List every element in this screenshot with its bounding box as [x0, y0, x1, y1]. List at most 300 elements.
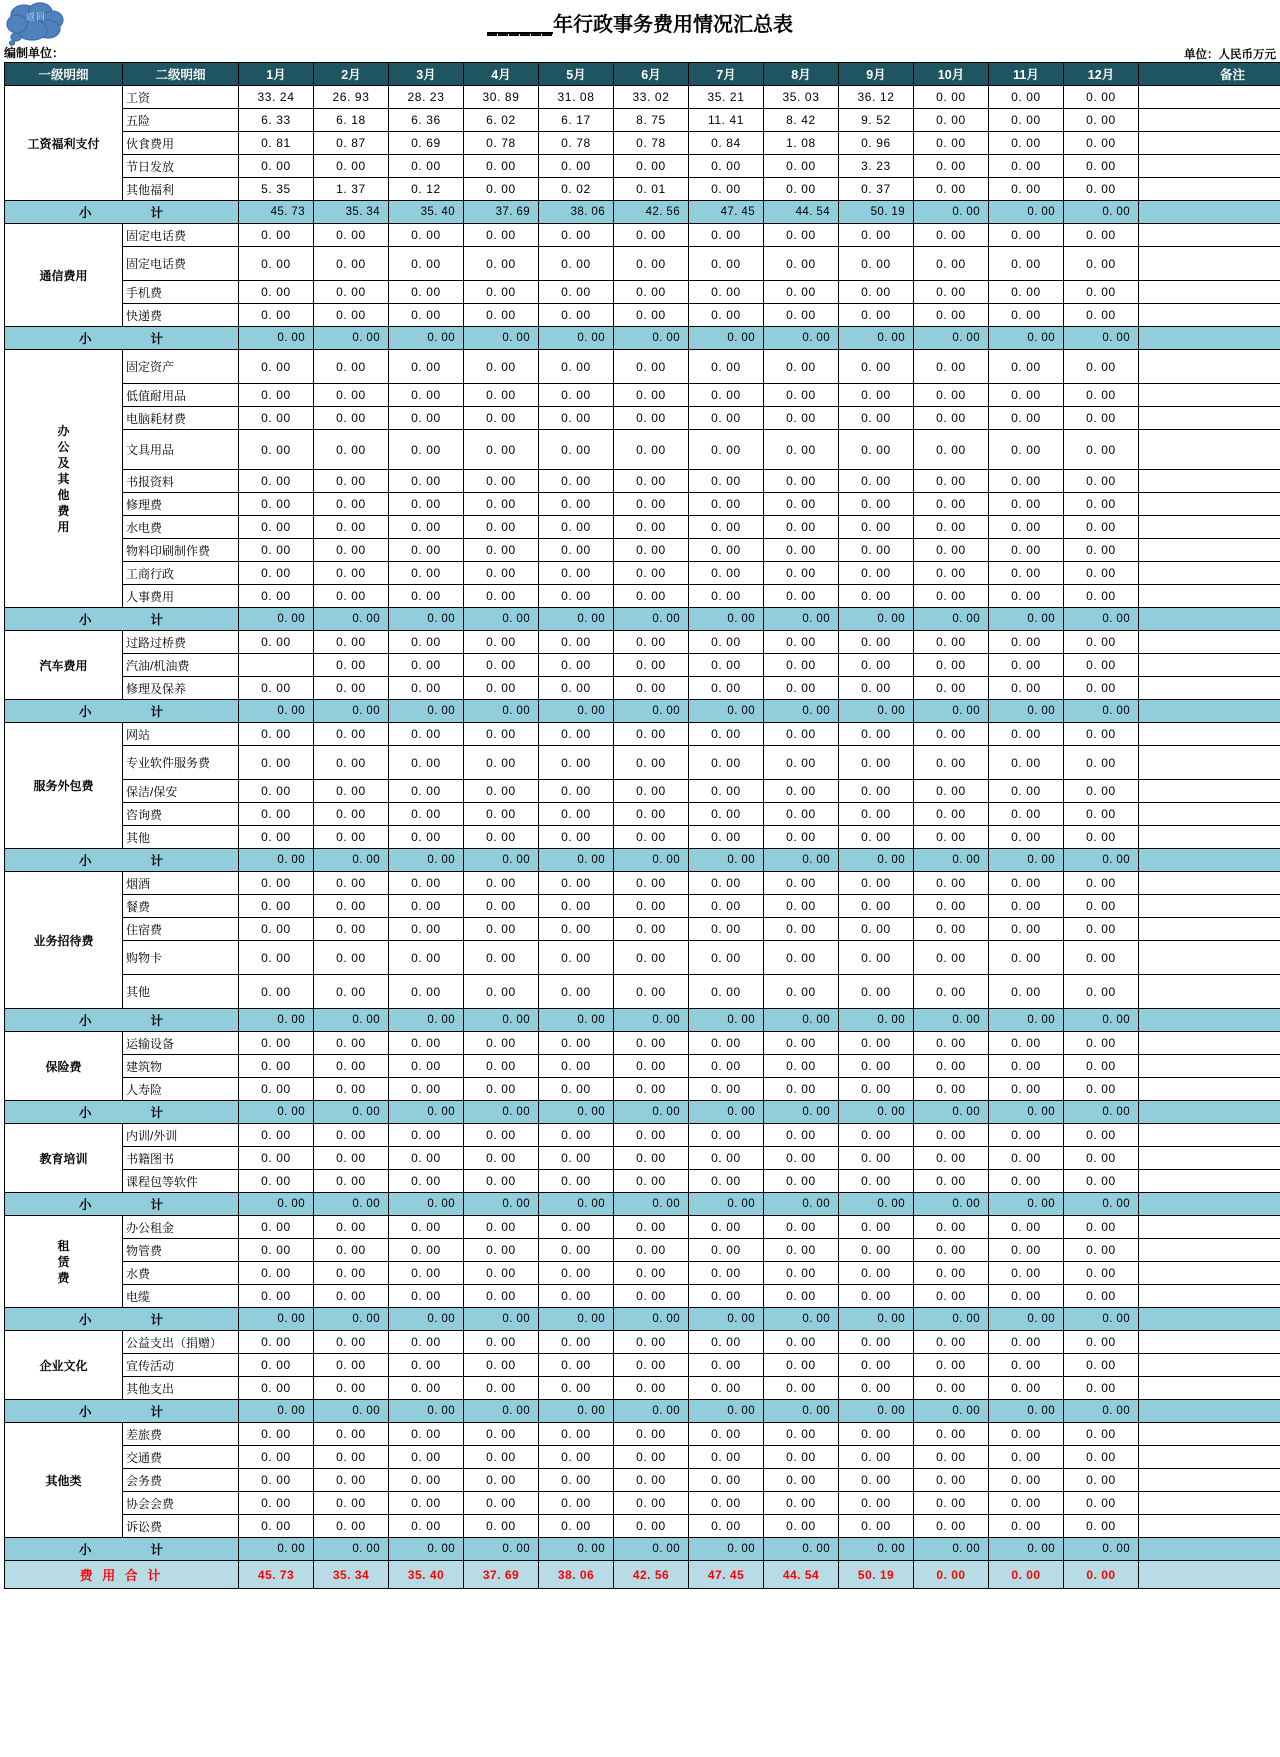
month-value-cell[interactable]: 0. 00	[314, 1239, 389, 1262]
month-value-cell[interactable]: 0. 00	[464, 155, 539, 178]
month-value-cell[interactable]: 0. 00	[914, 1492, 989, 1515]
month-value-cell[interactable]: 0. 78	[464, 132, 539, 155]
month-value-cell[interactable]: 0. 00	[614, 516, 689, 539]
month-value-cell[interactable]: 0. 00	[989, 826, 1064, 849]
month-value-cell[interactable]: 0. 00	[314, 1055, 389, 1078]
month-value-cell[interactable]: 0. 00	[239, 493, 314, 516]
month-value-cell[interactable]: 0. 00	[239, 430, 314, 470]
month-value-cell[interactable]: 0. 00	[1064, 562, 1139, 585]
month-value-cell[interactable]: 0. 00	[239, 1147, 314, 1170]
month-value-cell[interactable]: 0. 00	[689, 941, 764, 975]
month-value-cell[interactable]: 0. 00	[989, 803, 1064, 826]
month-value-cell[interactable]: 0. 00	[689, 1239, 764, 1262]
month-value-cell[interactable]: 0. 00	[689, 539, 764, 562]
month-value-cell[interactable]: 0. 00	[239, 975, 314, 1009]
category-level2-cell[interactable]: 人事费用	[123, 585, 239, 608]
month-value-cell[interactable]: 0. 00	[464, 1216, 539, 1239]
month-value-cell[interactable]: 0. 00	[1064, 1124, 1139, 1147]
category-level2-cell[interactable]: 电缆	[123, 1285, 239, 1308]
month-value-cell[interactable]: 0. 00	[689, 585, 764, 608]
month-value-cell[interactable]: 0. 96	[839, 132, 914, 155]
month-value-cell[interactable]: 0. 00	[764, 1216, 839, 1239]
month-value-cell[interactable]: 0. 00	[764, 1170, 839, 1193]
note-cell[interactable]	[1139, 1446, 1280, 1469]
month-value-cell[interactable]: 0. 00	[989, 1239, 1064, 1262]
month-value-cell[interactable]: 0. 00	[464, 941, 539, 975]
month-value-cell[interactable]: 0. 00	[689, 872, 764, 895]
category-level2-cell[interactable]: 会务费	[123, 1469, 239, 1492]
month-value-cell[interactable]: 0. 00	[689, 803, 764, 826]
note-cell[interactable]	[1139, 1331, 1280, 1354]
month-value-cell[interactable]: 0. 69	[389, 132, 464, 155]
month-value-cell[interactable]: 0. 00	[464, 1446, 539, 1469]
month-value-cell[interactable]: 0. 00	[389, 975, 464, 1009]
month-value-cell[interactable]: 0. 00	[839, 1147, 914, 1170]
month-value-cell[interactable]: 0. 00	[464, 493, 539, 516]
note-cell[interactable]	[1139, 1423, 1280, 1446]
note-cell[interactable]	[1139, 1032, 1280, 1055]
month-value-cell[interactable]: 0. 00	[689, 746, 764, 780]
note-cell[interactable]	[1139, 918, 1280, 941]
month-value-cell[interactable]: 0. 00	[239, 1331, 314, 1354]
month-value-cell[interactable]: 0. 00	[389, 677, 464, 700]
month-value-cell[interactable]: 0. 00	[389, 1469, 464, 1492]
month-value-cell[interactable]: 0. 00	[764, 178, 839, 201]
month-value-cell[interactable]: 0. 00	[989, 975, 1064, 1009]
note-cell[interactable]	[1139, 975, 1280, 1009]
month-value-cell[interactable]: 0. 00	[989, 941, 1064, 975]
month-value-cell[interactable]: 0. 00	[389, 1515, 464, 1538]
category-level2-cell[interactable]: 建筑物	[123, 1055, 239, 1078]
month-value-cell[interactable]: 0. 00	[614, 803, 689, 826]
note-cell[interactable]	[1139, 803, 1280, 826]
month-value-cell[interactable]: 0. 00	[689, 430, 764, 470]
month-value-cell[interactable]: 0. 00	[239, 470, 314, 493]
month-value-cell[interactable]: 0. 00	[464, 1423, 539, 1446]
month-value-cell[interactable]: 0. 00	[839, 470, 914, 493]
month-value-cell[interactable]: 0. 00	[839, 918, 914, 941]
month-value-cell[interactable]: 0. 00	[614, 826, 689, 849]
month-value-cell[interactable]: 0. 00	[764, 384, 839, 407]
month-value-cell[interactable]: 6. 36	[389, 109, 464, 132]
month-value-cell[interactable]: 0. 00	[989, 631, 1064, 654]
month-value-cell[interactable]: 0. 00	[764, 677, 839, 700]
month-value-cell[interactable]: 0. 00	[914, 1032, 989, 1055]
month-value-cell[interactable]: 0. 00	[689, 1147, 764, 1170]
month-value-cell[interactable]: 0. 00	[689, 1055, 764, 1078]
month-value-cell[interactable]: 0. 00	[464, 470, 539, 493]
month-value-cell[interactable]: 0. 00	[464, 631, 539, 654]
month-value-cell[interactable]: 0. 00	[914, 895, 989, 918]
note-cell[interactable]	[1139, 430, 1280, 470]
month-value-cell[interactable]: 0. 00	[689, 1446, 764, 1469]
month-value-cell[interactable]: 0. 00	[314, 155, 389, 178]
note-cell[interactable]	[1139, 631, 1280, 654]
month-value-cell[interactable]: 0. 00	[464, 350, 539, 384]
month-value-cell[interactable]: 0. 00	[614, 677, 689, 700]
month-value-cell[interactable]: 0. 00	[314, 975, 389, 1009]
month-value-cell[interactable]: 0. 00	[539, 1354, 614, 1377]
month-value-cell[interactable]: 0. 00	[614, 1446, 689, 1469]
note-cell[interactable]	[1139, 562, 1280, 585]
month-value-cell[interactable]: 0. 00	[1064, 1078, 1139, 1101]
month-value-cell[interactable]: 0. 00	[314, 493, 389, 516]
month-value-cell[interactable]: 0. 00	[839, 1262, 914, 1285]
note-cell[interactable]	[1139, 1055, 1280, 1078]
month-value-cell[interactable]: 0. 37	[839, 178, 914, 201]
note-cell[interactable]	[1139, 826, 1280, 849]
month-value-cell[interactable]: 0. 00	[614, 539, 689, 562]
month-value-cell[interactable]: 0. 01	[614, 178, 689, 201]
month-value-cell[interactable]: 0. 00	[839, 677, 914, 700]
month-value-cell[interactable]: 0. 00	[539, 1147, 614, 1170]
month-value-cell[interactable]: 0. 00	[914, 109, 989, 132]
month-value-cell[interactable]: 0. 00	[389, 1170, 464, 1193]
month-value-cell[interactable]: 0. 00	[914, 384, 989, 407]
month-value-cell[interactable]: 0. 00	[389, 562, 464, 585]
month-value-cell[interactable]: 0. 00	[839, 1170, 914, 1193]
month-value-cell[interactable]: 0. 00	[614, 384, 689, 407]
month-value-cell[interactable]: 0. 00	[689, 1492, 764, 1515]
month-value-cell[interactable]: 0. 00	[989, 1032, 1064, 1055]
month-value-cell[interactable]: 0. 00	[314, 895, 389, 918]
month-value-cell[interactable]: 0. 00	[764, 1055, 839, 1078]
month-value-cell[interactable]: 0. 00	[689, 1469, 764, 1492]
month-value-cell[interactable]: 0. 78	[539, 132, 614, 155]
month-value-cell[interactable]: 0. 00	[839, 281, 914, 304]
month-value-cell[interactable]: 0. 00	[314, 1423, 389, 1446]
month-value-cell[interactable]: 0. 00	[314, 350, 389, 384]
month-value-cell[interactable]: 0. 00	[1064, 941, 1139, 975]
month-value-cell[interactable]: 0. 00	[764, 1515, 839, 1538]
month-value-cell[interactable]: 0. 00	[914, 631, 989, 654]
note-cell[interactable]	[1139, 539, 1280, 562]
month-value-cell[interactable]: 0. 00	[539, 247, 614, 281]
month-value-cell[interactable]: 0. 00	[464, 677, 539, 700]
category-level2-cell[interactable]: 工商行政	[123, 562, 239, 585]
month-value-cell[interactable]: 0. 00	[764, 746, 839, 780]
month-value-cell[interactable]: 0. 00	[839, 1515, 914, 1538]
category-level2-cell[interactable]: 交通费	[123, 1446, 239, 1469]
month-value-cell[interactable]: 0. 00	[464, 1170, 539, 1193]
month-value-cell[interactable]: 0. 00	[539, 941, 614, 975]
category-level2-cell[interactable]: 手机费	[123, 281, 239, 304]
month-value-cell[interactable]: 0. 00	[539, 1055, 614, 1078]
month-value-cell[interactable]: 6. 17	[539, 109, 614, 132]
month-value-cell[interactable]: 0. 00	[989, 1262, 1064, 1285]
month-value-cell[interactable]: 0. 00	[1064, 109, 1139, 132]
month-value-cell[interactable]: 6. 02	[464, 109, 539, 132]
category-level2-cell[interactable]: 烟酒	[123, 872, 239, 895]
month-value-cell[interactable]: 0. 00	[764, 1285, 839, 1308]
month-value-cell[interactable]: 0. 00	[464, 1147, 539, 1170]
month-value-cell[interactable]: 0. 00	[614, 1377, 689, 1400]
month-value-cell[interactable]: 0. 00	[989, 86, 1064, 109]
month-value-cell[interactable]: 0. 00	[689, 654, 764, 677]
month-value-cell[interactable]: 0. 00	[239, 918, 314, 941]
category-level2-cell[interactable]: 其他支出	[123, 1377, 239, 1400]
month-value-cell[interactable]: 0. 00	[614, 304, 689, 327]
month-value-cell[interactable]: 0. 00	[389, 918, 464, 941]
month-value-cell[interactable]: 0. 00	[614, 1124, 689, 1147]
month-value-cell[interactable]: 0. 00	[689, 1423, 764, 1446]
month-value-cell[interactable]: 0. 00	[539, 826, 614, 849]
month-value-cell[interactable]: 0. 00	[989, 1469, 1064, 1492]
note-cell[interactable]	[1139, 1147, 1280, 1170]
month-value-cell[interactable]: 0. 00	[914, 407, 989, 430]
month-value-cell[interactable]: 0. 00	[1064, 918, 1139, 941]
month-value-cell[interactable]: 0. 00	[614, 407, 689, 430]
month-value-cell[interactable]: 0. 00	[689, 1377, 764, 1400]
month-value-cell[interactable]: 0. 00	[539, 1262, 614, 1285]
month-value-cell[interactable]: 0. 00	[464, 895, 539, 918]
month-value-cell[interactable]: 0. 00	[464, 975, 539, 1009]
month-value-cell[interactable]: 0. 00	[239, 1055, 314, 1078]
category-level2-cell[interactable]: 快递费	[123, 304, 239, 327]
month-value-cell[interactable]: 0. 00	[689, 350, 764, 384]
month-value-cell[interactable]: 0. 00	[539, 1124, 614, 1147]
month-value-cell[interactable]: 0. 00	[389, 304, 464, 327]
month-value-cell[interactable]: 0. 00	[614, 872, 689, 895]
month-value-cell[interactable]: 0. 00	[989, 895, 1064, 918]
month-value-cell[interactable]: 0. 00	[239, 1469, 314, 1492]
category-level1-cell[interactable]: 业务招待费	[5, 872, 123, 1009]
month-value-cell[interactable]: 0. 00	[689, 677, 764, 700]
month-value-cell[interactable]: 0. 00	[914, 1423, 989, 1446]
month-value-cell[interactable]: 0. 00	[389, 1262, 464, 1285]
month-value-cell[interactable]: 0. 00	[239, 224, 314, 247]
note-cell[interactable]	[1139, 304, 1280, 327]
month-value-cell[interactable]: 0. 00	[989, 132, 1064, 155]
month-value-cell[interactable]: 0. 00	[914, 677, 989, 700]
month-value-cell[interactable]: 0. 00	[989, 281, 1064, 304]
month-value-cell[interactable]: 0. 00	[1064, 1170, 1139, 1193]
month-value-cell[interactable]: 0. 00	[539, 1492, 614, 1515]
month-value-cell[interactable]: 0. 00	[839, 384, 914, 407]
month-value-cell[interactable]: 0. 00	[239, 872, 314, 895]
month-value-cell[interactable]: 0. 12	[389, 178, 464, 201]
month-value-cell[interactable]: 0. 00	[539, 1515, 614, 1538]
category-level2-cell[interactable]: 物料印刷制作费	[123, 539, 239, 562]
month-value-cell[interactable]: 0. 00	[539, 1331, 614, 1354]
month-value-cell[interactable]: 0. 00	[839, 1377, 914, 1400]
month-value-cell[interactable]: 0. 00	[689, 723, 764, 746]
month-value-cell[interactable]: 0. 00	[839, 1446, 914, 1469]
month-value-cell[interactable]: 0. 00	[839, 975, 914, 1009]
month-value-cell[interactable]: 0. 00	[689, 384, 764, 407]
month-value-cell[interactable]: 0. 00	[314, 780, 389, 803]
category-level2-cell[interactable]: 运输设备	[123, 1032, 239, 1055]
month-value-cell[interactable]: 0. 00	[764, 224, 839, 247]
note-cell[interactable]	[1139, 746, 1280, 780]
month-value-cell[interactable]: 0. 00	[914, 1446, 989, 1469]
month-value-cell[interactable]: 0. 00	[839, 430, 914, 470]
month-value-cell[interactable]: 0. 00	[1064, 470, 1139, 493]
month-value-cell[interactable]: 0. 00	[764, 1032, 839, 1055]
month-value-cell[interactable]: 0. 00	[389, 1055, 464, 1078]
month-value-cell[interactable]: 0. 00	[464, 1285, 539, 1308]
month-value-cell[interactable]: 0. 00	[689, 1078, 764, 1101]
month-value-cell[interactable]: 0. 00	[764, 470, 839, 493]
category-level2-cell[interactable]: 固定电话费	[123, 224, 239, 247]
note-cell[interactable]	[1139, 723, 1280, 746]
month-value-cell[interactable]: 0. 00	[1064, 1285, 1139, 1308]
month-value-cell[interactable]: 0. 00	[764, 723, 839, 746]
month-value-cell[interactable]: 0. 00	[764, 1492, 839, 1515]
month-value-cell[interactable]: 0. 00	[314, 1147, 389, 1170]
month-value-cell[interactable]: 0. 00	[1064, 1492, 1139, 1515]
month-value-cell[interactable]: 0. 00	[839, 1032, 914, 1055]
month-value-cell[interactable]: 0. 00	[989, 1285, 1064, 1308]
month-value-cell[interactable]: 0. 00	[989, 562, 1064, 585]
month-value-cell[interactable]: 0. 00	[389, 430, 464, 470]
note-cell[interactable]	[1139, 178, 1280, 201]
note-cell[interactable]	[1139, 109, 1280, 132]
note-cell[interactable]	[1139, 1377, 1280, 1400]
category-level2-cell[interactable]: 节日发放	[123, 155, 239, 178]
month-value-cell[interactable]: 0. 84	[689, 132, 764, 155]
month-value-cell[interactable]: 0. 00	[539, 1239, 614, 1262]
month-value-cell[interactable]: 0. 00	[689, 895, 764, 918]
note-cell[interactable]	[1139, 1354, 1280, 1377]
month-value-cell[interactable]: 0. 00	[914, 1285, 989, 1308]
month-value-cell[interactable]: 0. 00	[239, 1262, 314, 1285]
month-value-cell[interactable]: 0. 00	[239, 826, 314, 849]
month-value-cell[interactable]: 0. 00	[989, 1446, 1064, 1469]
month-value-cell[interactable]: 0. 00	[839, 803, 914, 826]
note-cell[interactable]	[1139, 895, 1280, 918]
month-value-cell[interactable]: 0. 00	[239, 1216, 314, 1239]
category-level1-cell[interactable]: 保险费	[5, 1032, 123, 1101]
month-value-cell[interactable]: 0. 00	[689, 224, 764, 247]
month-value-cell[interactable]: 0. 00	[914, 723, 989, 746]
month-value-cell[interactable]: 0. 00	[464, 1032, 539, 1055]
month-value-cell[interactable]: 3. 23	[839, 155, 914, 178]
month-value-cell[interactable]: 0. 00	[914, 780, 989, 803]
month-value-cell[interactable]: 0. 00	[314, 281, 389, 304]
month-value-cell[interactable]: 0. 00	[839, 723, 914, 746]
month-value-cell[interactable]: 0. 00	[689, 1354, 764, 1377]
note-cell[interactable]	[1139, 872, 1280, 895]
month-value-cell[interactable]: 0. 00	[464, 224, 539, 247]
category-level1-cell[interactable]: 通信费用	[5, 224, 123, 327]
month-value-cell[interactable]: 0. 00	[839, 872, 914, 895]
month-value-cell[interactable]: 0. 81	[239, 132, 314, 155]
month-value-cell[interactable]: 0. 00	[539, 281, 614, 304]
month-value-cell[interactable]: 0. 00	[539, 155, 614, 178]
month-value-cell[interactable]: 0. 00	[389, 1124, 464, 1147]
month-value-cell[interactable]: 0. 00	[314, 470, 389, 493]
month-value-cell[interactable]: 0. 00	[839, 1423, 914, 1446]
month-value-cell[interactable]: 0. 00	[839, 1055, 914, 1078]
month-value-cell[interactable]: 0. 00	[914, 155, 989, 178]
month-value-cell[interactable]: 0. 00	[539, 1469, 614, 1492]
month-value-cell[interactable]: 0. 00	[614, 654, 689, 677]
category-level1-cell[interactable]	[5, 1216, 123, 1308]
month-value-cell[interactable]: 0. 00	[314, 723, 389, 746]
note-cell[interactable]	[1139, 247, 1280, 281]
month-value-cell[interactable]: 0. 00	[839, 1285, 914, 1308]
category-level2-cell[interactable]: 低值耐用品	[123, 384, 239, 407]
month-value-cell[interactable]: 0. 00	[239, 350, 314, 384]
month-value-cell[interactable]: 0. 00	[314, 585, 389, 608]
month-value-cell[interactable]: 0. 00	[239, 1239, 314, 1262]
month-value-cell[interactable]: 0. 00	[689, 1331, 764, 1354]
month-value-cell[interactable]: 0. 00	[614, 941, 689, 975]
month-value-cell[interactable]: 0. 00	[689, 826, 764, 849]
month-value-cell[interactable]: 0. 00	[839, 654, 914, 677]
month-value-cell[interactable]: 0. 00	[614, 562, 689, 585]
note-cell[interactable]	[1139, 224, 1280, 247]
month-value-cell[interactable]: 0. 00	[239, 746, 314, 780]
month-value-cell[interactable]: 0. 00	[764, 803, 839, 826]
month-value-cell[interactable]: 0. 00	[689, 1032, 764, 1055]
month-value-cell[interactable]: 0. 00	[1064, 516, 1139, 539]
month-value-cell[interactable]: 0. 00	[689, 407, 764, 430]
category-level2-cell[interactable]: 过路过桥费	[123, 631, 239, 654]
month-value-cell[interactable]: 0. 00	[1064, 281, 1139, 304]
note-cell[interactable]	[1139, 677, 1280, 700]
month-value-cell[interactable]: 0. 87	[314, 132, 389, 155]
month-value-cell[interactable]: 9. 52	[839, 109, 914, 132]
month-value-cell[interactable]: 0. 00	[989, 516, 1064, 539]
month-value-cell[interactable]: 0. 00	[389, 1216, 464, 1239]
month-value-cell[interactable]: 0. 00	[1064, 585, 1139, 608]
month-value-cell[interactable]: 0. 00	[389, 1032, 464, 1055]
month-value-cell[interactable]: 0. 00	[839, 1331, 914, 1354]
month-value-cell[interactable]: 0. 00	[614, 493, 689, 516]
month-value-cell[interactable]: 0. 00	[239, 1078, 314, 1101]
month-value-cell[interactable]: 0. 00	[539, 430, 614, 470]
month-value-cell[interactable]: 0. 00	[614, 470, 689, 493]
note-cell[interactable]	[1139, 281, 1280, 304]
month-value-cell[interactable]: 0. 00	[314, 516, 389, 539]
category-level1-cell[interactable]: 其他类	[5, 1423, 123, 1538]
month-value-cell[interactable]: 0. 00	[539, 1078, 614, 1101]
month-value-cell[interactable]: 0. 00	[239, 281, 314, 304]
month-value-cell[interactable]: 0. 00	[239, 247, 314, 281]
month-value-cell[interactable]: 0. 00	[464, 826, 539, 849]
month-value-cell[interactable]: 0. 00	[314, 654, 389, 677]
month-value-cell[interactable]: 0. 00	[389, 654, 464, 677]
month-value-cell[interactable]: 0. 00	[389, 1423, 464, 1446]
month-value-cell[interactable]: 0. 00	[839, 562, 914, 585]
month-value-cell[interactable]: 0. 00	[389, 746, 464, 780]
month-value-cell[interactable]: 0. 00	[914, 350, 989, 384]
month-value-cell[interactable]: 0. 00	[539, 224, 614, 247]
month-value-cell[interactable]: 0. 00	[689, 155, 764, 178]
month-value-cell[interactable]: 0. 00	[1064, 407, 1139, 430]
month-value-cell[interactable]: 0. 00	[1064, 539, 1139, 562]
month-value-cell[interactable]: 0. 00	[539, 723, 614, 746]
month-value-cell[interactable]: 0. 00	[539, 304, 614, 327]
month-value-cell[interactable]: 0. 00	[314, 872, 389, 895]
category-level2-cell[interactable]: 文具用品	[123, 430, 239, 470]
month-value-cell[interactable]: 0. 00	[1064, 1147, 1139, 1170]
month-value-cell[interactable]: 0. 00	[464, 539, 539, 562]
month-value-cell[interactable]: 0. 00	[239, 780, 314, 803]
month-value-cell[interactable]: 0. 00	[1064, 1354, 1139, 1377]
month-value-cell[interactable]: 0. 00	[989, 304, 1064, 327]
month-value-cell[interactable]: 0. 00	[1064, 654, 1139, 677]
month-value-cell[interactable]: 0. 00	[989, 585, 1064, 608]
month-value-cell[interactable]: 0. 00	[464, 1055, 539, 1078]
month-value-cell[interactable]: 0. 00	[914, 1469, 989, 1492]
month-value-cell[interactable]: 0. 00	[1064, 1331, 1139, 1354]
month-value-cell[interactable]: 0. 00	[1064, 132, 1139, 155]
category-level2-cell[interactable]: 修理及保养	[123, 677, 239, 700]
month-value-cell[interactable]: 28. 23	[389, 86, 464, 109]
